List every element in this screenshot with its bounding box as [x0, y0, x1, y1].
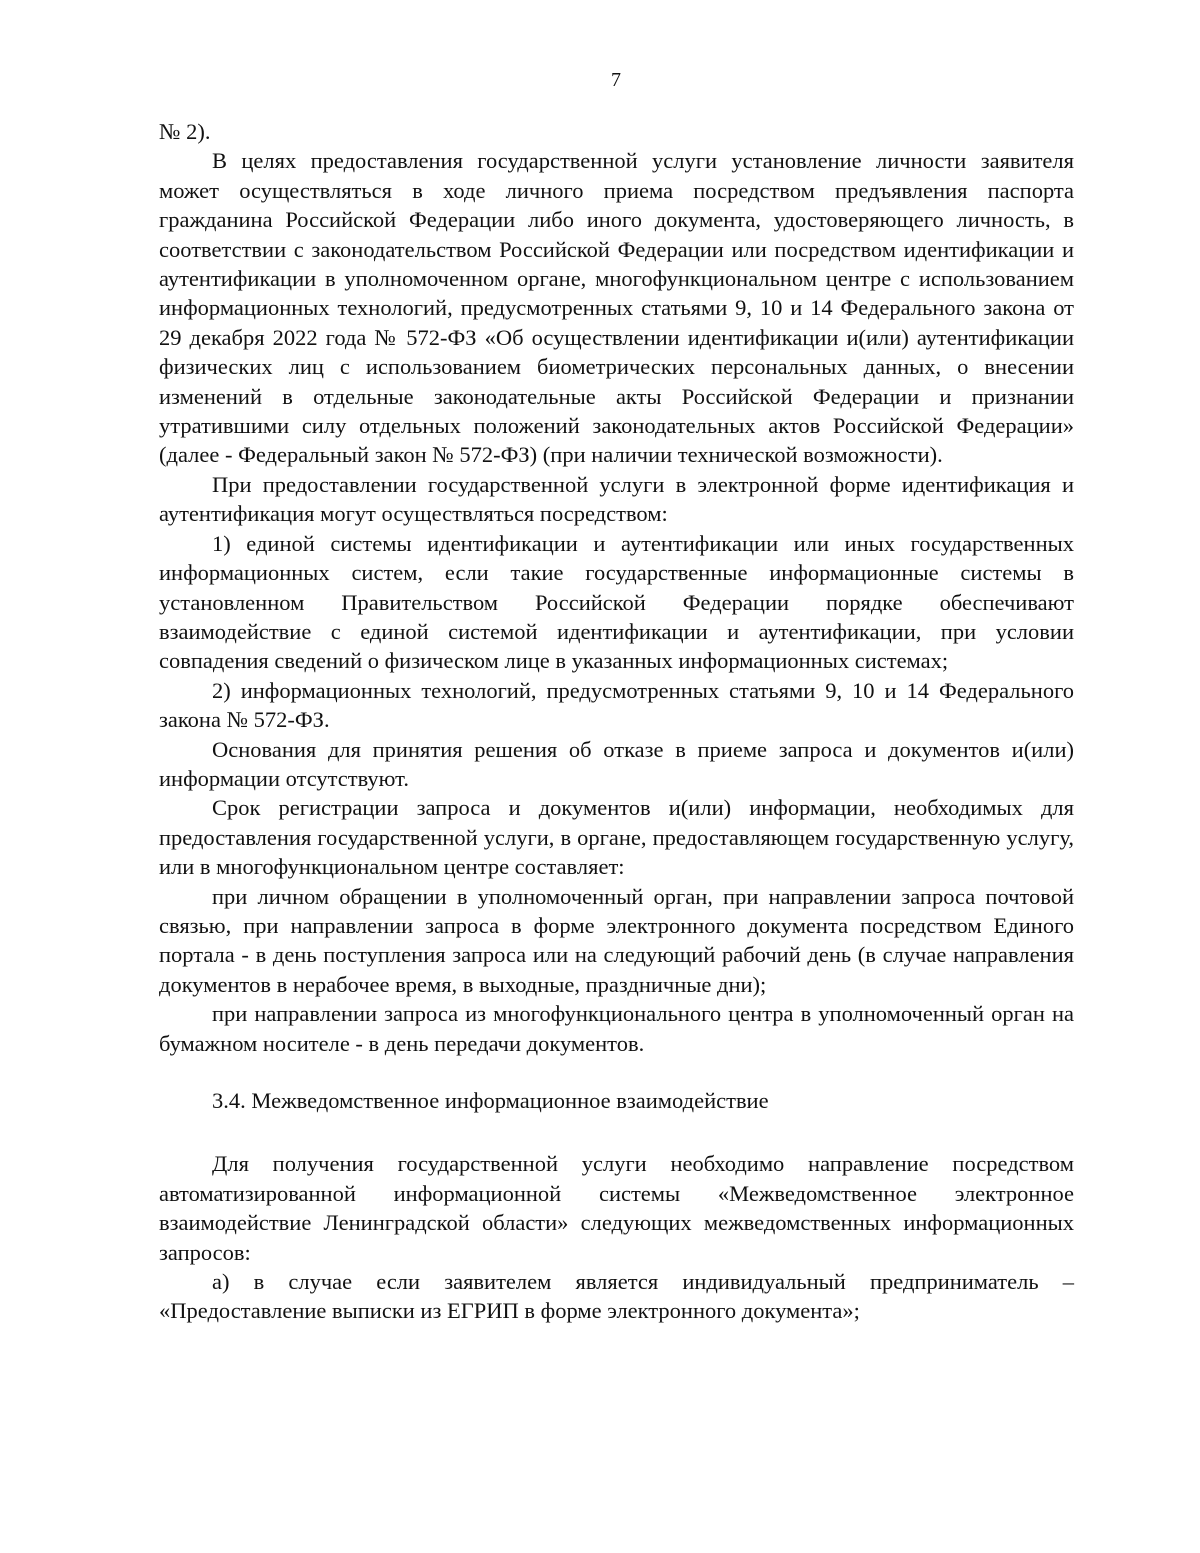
- section-heading: 3.4. Межведомственное информационное взаимодействие: [212, 1088, 769, 1113]
- paragraph-electronic-identification: При предоставлении государственной услуги в электронной форме идентификация и аутентификация могут осуществляться посредством:: [159, 471, 1074, 527]
- paragraph-interagency-requests: Для получения государственной услуги необходимо направление посредством автоматизированной информационной системы «Межведомственное электронное взаимодействие Ленинградской области» следующих межведомственных информационных запросов:: [159, 1151, 1074, 1265]
- paragraph-continuation: № 2).: [159, 119, 211, 144]
- paragraph-registration-term: Срок регистрации запроса и документов и(или) информации, необходимых для предоставления государственной услуги, в органе, предоставляющем государственную услугу, или в многофункциональном центре составляет:: [159, 795, 1074, 880]
- paragraph-personal-appeal: при личном обращении в уполномоченный орган, при направлении запроса почтовой связью, при направлении запроса в форме электронного документа посредством Единого портала - в день поступления запроса или на следующий рабочий день (в случае направления документов в нерабочее время, в выходные, праздничные дни);: [159, 883, 1074, 997]
- paragraph-identity-verification: В целях предоставления государственной услуги установление личности заявителя может осуществляться в ходе личного приема посредством предъявления паспорта гражданина Российской Федерации либо иного документа, удостоверяющего личность, в соответствии с законодательством Российской Федерации или посредством идентификации и аутентификации в уполномоченном органе, многофункциональном центре с использованием информационных технологий, предусмотренных статьями 9, 10 и 14 Федерального закона от 29 декабря 2022 года № 572-ФЗ «Об осуществлении идентификации и(или) аутентификации физических лиц с использованием биометрических персональных данных, о внесении изменений в отдельные законодательные акты Российской Федерации и признании утратившими силу отдельных положений законодательных актов Российской Федерации» (далее - Федеральный закон № 572-ФЗ) (при наличии технической возможности).: [159, 148, 1074, 468]
- paragraph-mfc-request: при направлении запроса из многофункционального центра в уполномоченный орган на бумажном носителе - в день передачи документов.: [159, 1001, 1074, 1056]
- list-item-a: а) в случае если заявителем является индивидуальный предприниматель – «Предоставление выписки из ЕГРИП в форме электронного документа»;: [159, 1269, 1074, 1324]
- list-item-1: 1) единой системы идентификации и аутентификации или иных государственных информационных систем, если такие государственные информационные системы в установленном Правительством Российской Федерации порядке обеспечивают взаимодействие с единой системой идентификации и аутентификации, при условии совпадения сведений о физическом лице в указанных информационных системах;: [159, 530, 1074, 674]
- document-body: [159, 117, 1074, 1326]
- page-number: 7: [611, 69, 621, 91]
- paragraph-refusal-grounds: Основания для принятия решения об отказе в приеме запроса и документов и(или) информации отсутствуют.: [159, 736, 1074, 791]
- list-item-2: 2) информационных технологий, предусмотренных статьями 9, 10 и 14 Федерального закона № 572-ФЗ.: [159, 677, 1074, 733]
